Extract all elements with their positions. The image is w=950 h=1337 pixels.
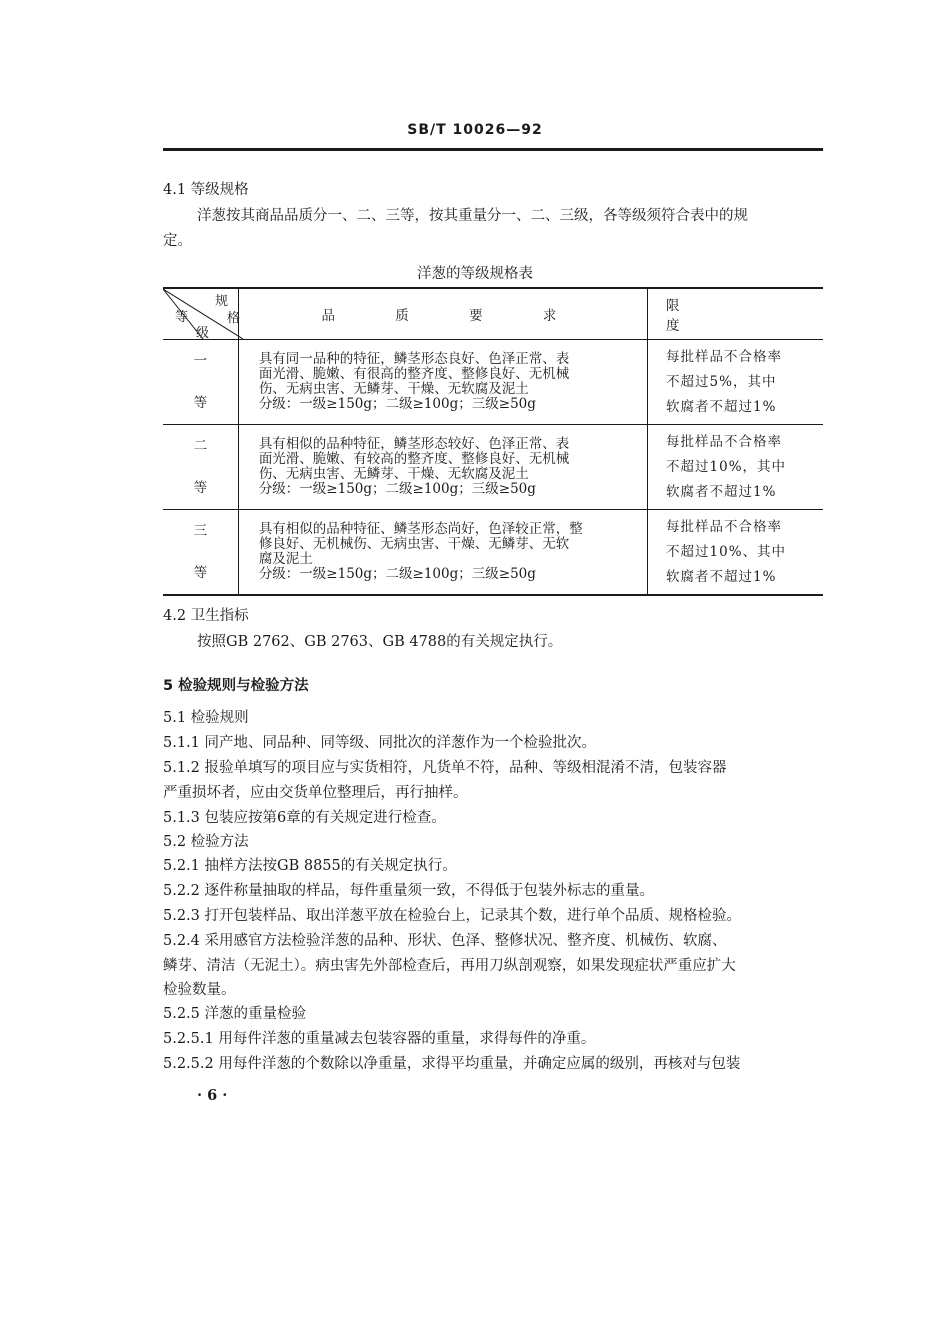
limit-line: 不超过10%，其中 (666, 458, 787, 475)
grade-suffix: 等 (193, 565, 208, 581)
limit-line: 每批样品不合格率 (666, 433, 783, 450)
limit-line: 软腐者不超过1% (666, 483, 777, 500)
req-line: 面光滑、脆嫩、有很高的整齐度、整修良好、无机械 (258, 366, 570, 382)
req-line: 分级：一级≥150g；二级≥100g；三级≥50g (258, 566, 536, 582)
grade-suffix: 等 (193, 395, 208, 411)
section-4-2-heading: 4.2 卫生指标 (163, 608, 249, 624)
clause-5-1-2-line2: 严重损坏者，应由交货单位整理后，再行抽样。 (163, 785, 468, 801)
corner-label-gui: 规 (215, 294, 229, 309)
clause-5-2-5-1: 5.2.5.1 用每件洋葱的重量减去包装容器的重量，求得每件的净重。 (163, 1031, 596, 1047)
section-4-1-paragraph-line2: 定。 (163, 233, 192, 249)
section-5-2-heading: 5.2 检验方法 (163, 834, 249, 850)
limit-line: 软腐者不超过1% (666, 398, 777, 415)
grade-cell (163, 340, 238, 425)
section-4-2-paragraph: 按照GB 2762、GB 2763、GB 4788的有关规定执行。 (197, 634, 563, 650)
section-5-heading: 5 检验规则与检验方法 (163, 678, 309, 694)
req-line: 分级：一级≥150g；二级≥100g；三级≥50g (258, 481, 536, 497)
req-line: 具有相似的品种特征、鳞茎形态尚好，色泽较正常，整 (258, 521, 583, 537)
clause-5-1-1: 5.1.1 同产地、同品种、同等级、同批次的洋葱作为一个检验批次。 (163, 735, 597, 751)
clause-5-2-4-line3: 检验数量。 (163, 982, 236, 998)
req-line: 修良好、无机械伤、无病虫害、干燥、无鳞芽、无软 (258, 536, 570, 552)
clause-5-2-5-2: 5.2.5.2 用每件洋葱的个数除以净重量，求得平均重量，并确定应属的级别，再核对与包装 (163, 1056, 741, 1072)
clause-5-2-5: 5.2.5 洋葱的重量检验 (163, 1006, 307, 1022)
table-row (163, 340, 823, 425)
quality-requirement (238, 340, 647, 425)
req-line: 腐及泥土 (258, 551, 313, 567)
req-line: 具有相似的品种特征，鳞茎形态较好、色泽正常、表 (258, 436, 570, 452)
table-row (163, 510, 823, 596)
corner-cell (163, 288, 241, 341)
limit-line: 不超过5%，其中 (666, 373, 777, 390)
quality-requirement (238, 510, 647, 596)
standard-number: SB/T 10026—92 (407, 122, 543, 138)
limit-line: 每批样品不合格率 (666, 348, 783, 365)
clause-5-2-2: 5.2.2 逐件称量抽取的样品，每件重量须一致，不得低于包装外标志的重量。 (163, 883, 655, 899)
grade-number: 三 (193, 523, 208, 539)
clause-5-2-4-line2: 鳞芽、清洁（无泥土）。病虫害先外部检查后，再用刀纵剖观察，如果发现症状严重应扩大 (163, 958, 736, 974)
grade-cell (163, 425, 238, 510)
clause-5-1-2-line1: 5.1.2 报验单填写的项目应与实货相符，凡货单不符，品种、等级相混淆不清，包装容器 (163, 760, 727, 776)
tolerance-limit (648, 510, 823, 596)
req-line: 分级：一级≥150g；二级≥100g；三级≥50g (258, 396, 536, 412)
grade-number: 一 (193, 353, 208, 369)
section-5-1-heading: 5.1 检验规则 (163, 710, 249, 726)
col-header-limit: 限 度 (648, 288, 823, 340)
tolerance-limit (648, 425, 823, 510)
section-4-1-paragraph-line1: 洋葱按其商品品质分一、二、三等，按其重量分一、二、三级，各等级须符合表中的规 (197, 208, 748, 224)
col-header-quality: 品 质 要 求 (238, 288, 647, 340)
clause-5-2-4-line1: 5.2.4 采用感官方法检验洋葱的品种、形状、色泽、整修状况、整齐度、机械伤、软腐、 (163, 933, 727, 949)
req-line: 具有同一品种的特征，鳞茎形态良好、色泽正常、表 (258, 351, 570, 367)
req-line: 伤、无病虫害、无鳞芽、干燥、无软腐及泥土 (258, 466, 529, 482)
grade-spec-table (163, 287, 823, 596)
clause-5-1-3: 5.1.3 包装应按第6章的有关规定进行检查。 (163, 810, 446, 826)
corner-label-ge: 格 (227, 311, 241, 326)
limit-line: 每批样品不合格率 (666, 518, 783, 535)
grade-cell (163, 510, 238, 596)
req-line: 面光滑、脆嫩、有较高的整齐度、整修良好、无机械 (258, 451, 570, 467)
table-header-row (163, 288, 823, 340)
grade-suffix: 等 (193, 480, 208, 496)
quality-requirement (238, 425, 647, 510)
section-4-1-heading: 4.1 等级规格 (163, 182, 249, 198)
tolerance-limit (648, 340, 823, 425)
header-rule (163, 148, 823, 151)
corner-label-ji: 级 (196, 326, 210, 341)
clause-5-2-3: 5.2.3 打开包装样品、取出洋葱平放在检验台上，记录其个数，进行单个品质、规格检验。 (163, 908, 741, 924)
grade-number: 二 (193, 438, 208, 454)
corner-label-deng: 等 (175, 310, 189, 325)
req-line: 伤、无病虫害、无鳞芽、干燥、无软腐及泥土 (258, 381, 529, 397)
table-row (163, 425, 823, 510)
clause-5-2-1: 5.2.1 抽样方法按GB 8855的有关规定执行。 (163, 858, 457, 874)
limit-line: 不超过10%、其中 (666, 543, 787, 560)
limit-line: 软腐者不超过1% (666, 568, 777, 585)
page-number: · 6 · (197, 1087, 228, 1104)
table-caption: 洋葱的等级规格表 (417, 266, 533, 282)
